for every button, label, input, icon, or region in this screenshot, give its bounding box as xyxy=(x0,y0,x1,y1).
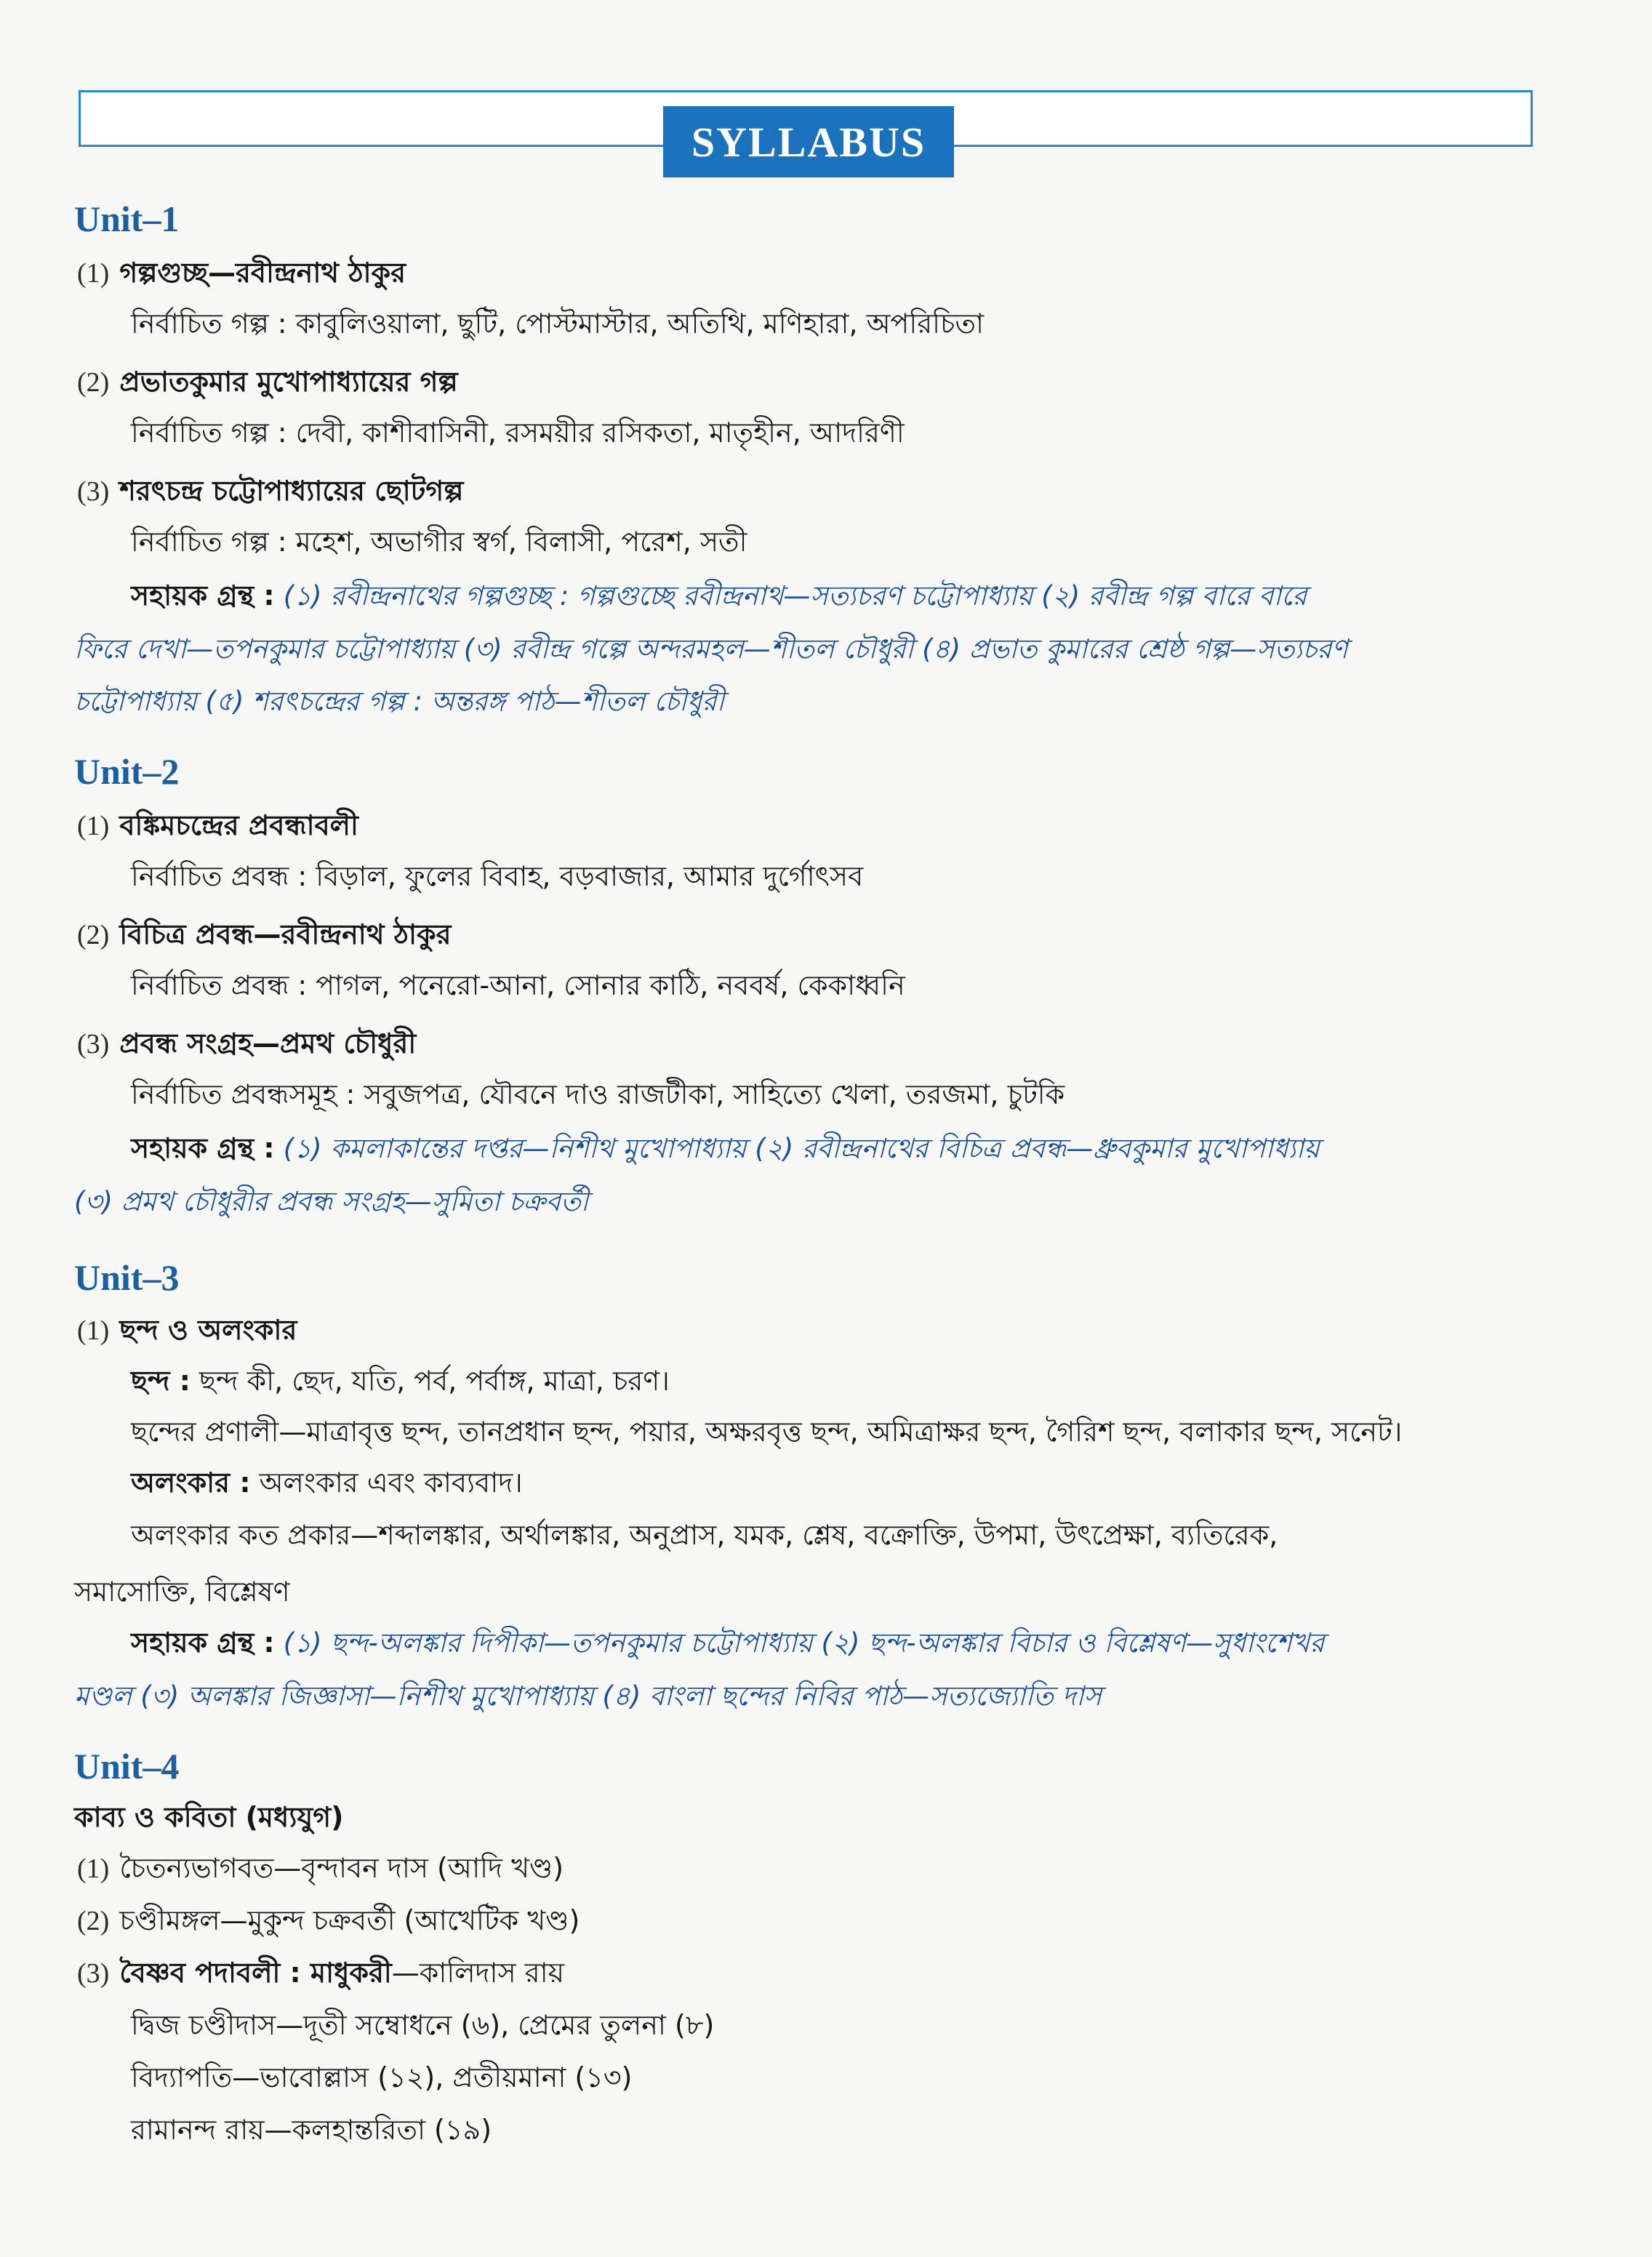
item-text: চণ্ডীমঙ্গল—মুকুন্দ চক্রবর্তী (আখেটিক খণ্ড) xyxy=(119,1904,580,1936)
chhanda-text: ছন্দ কী, ছেদ, যতি, পর্ব, পর্বাঙ্গ, মাত্রা, চরণ। xyxy=(199,1365,670,1397)
pada-line: দ্বিজ চণ্ডীদাস—দূতী সম্বোধনে (৬), প্রেমের তুলনা (৮) xyxy=(131,2009,715,2041)
unit-3-heading: Unit–3 xyxy=(74,1257,180,1298)
reference-label: সহায়ক গ্রন্থ : xyxy=(131,1132,275,1164)
reference-line: চট্টোপাধ্যায় (৫) শরৎচন্দ্রের গল্প : অন্তরঙ্গ পাঠ—শীতল চৌধুরী xyxy=(74,686,725,717)
unit-1-item-2 xyxy=(77,365,458,399)
item-number: (3) xyxy=(77,476,110,507)
unit-1-item-1 xyxy=(77,256,406,290)
reference-line: (৩) প্রমথ চৌধুরীর প্রবন্ধ সংগ্রহ—সুমিতা চক্রবর্তী xyxy=(74,1186,589,1217)
alankar-line xyxy=(131,1466,523,1499)
item-text: —কালিদাস রায় xyxy=(391,1957,565,1989)
unit-1-item-2-detail: নির্বাচিত গল্প : দেবী, কাশীবাসিনী, রসময়ীর রসিকতা, মাতৃহীন, আদরিণী xyxy=(131,417,905,449)
reference-line: ফিরে দেখা—তপনকুমার চট্টোপাধ্যায় (৩) রবীন্দ্র গল্পে অন্দরমহল—শীতল চৌধুরী (৪) প্রভাত কুমারের শ্রেষ্ঠ গল্প—সত্যচরণ xyxy=(74,633,1348,665)
unit-4-heading: Unit–4 xyxy=(74,1746,180,1787)
item-number: (2) xyxy=(77,920,110,950)
unit-1-item-1-detail: নির্বাচিত গল্প : কাবুলিওয়ালা, ছুটি, পোস্টমাস্টার, অতিথি, মণিহারা, অপরিচিতা xyxy=(131,308,985,340)
unit-2-item-3-detail: নির্বাচিত প্রবন্ধসমূহ : সবুজপত্র, যৌবনে দাও রাজটীকা, সাহিত্যে খেলা, তরজমা, চুটকি xyxy=(131,1078,1065,1110)
alankar-text: অলংকার এবং কাব্যবাদ। xyxy=(259,1467,523,1499)
item-title: শরৎচন্দ্র চট্টোপাধ্যায়ের ছোটগল্প xyxy=(119,475,464,507)
item-title: বৈষ্ণব পদাবলী : মাধুকরী xyxy=(119,1957,392,1989)
unit-4-item-3 xyxy=(77,1956,564,1990)
item-title: বিচিত্র প্রবন্ধ—রবীন্দ্রনাথ ঠাকুর xyxy=(119,918,452,950)
reference-line: (১) রবীন্দ্রনাথের গল্পগুচ্ছ : গল্পগুচ্ছে রবীন্দ্রনাথ—সত্যচরণ চট্টোপাধ্যায় (২) রবীন্দ্র গল্প বারে বারে xyxy=(283,580,1307,612)
item-number: (2) xyxy=(77,1906,110,1936)
unit-1-item-3 xyxy=(77,474,463,508)
item-title: বঙ্কিমচন্দ্রের প্রবন্ধাবলী xyxy=(119,809,358,841)
unit-1-heading: Unit–1 xyxy=(74,199,180,239)
unit-4-item-2 xyxy=(77,1904,580,1938)
unit-4-subtitle: কাব্য ও কবিতা (মধ্যযুগ) xyxy=(74,1801,344,1833)
item-number: (3) xyxy=(77,1958,110,1989)
unit-4-item-1 xyxy=(77,1851,564,1885)
alankar-label: অলংকার : xyxy=(131,1467,251,1499)
unit-2-item-1-detail: নির্বাচিত প্রবন্ধ : বিড়াল, ফুলের বিবাহ, বড়বাজার, আমার দুর্গোৎসব xyxy=(131,860,864,892)
item-number: (1) xyxy=(77,1315,110,1346)
reference-label: সহায়ক গ্রন্থ : xyxy=(131,580,275,612)
reference-line: মণ্ডল (৩) অলঙ্কার জিজ্ঞাসা—নিশীথ মুখোপাধ্যায় (৪) বাংলা ছন্দের নিবির পাঠ—সত্যজ্যোতি দাস xyxy=(74,1680,1102,1712)
item-number: (1) xyxy=(77,1853,110,1884)
item-number: (1) xyxy=(77,811,110,841)
unit-2-item-3 xyxy=(77,1027,416,1061)
unit-2-heading: Unit–2 xyxy=(74,751,180,792)
item-title: প্রবন্ধ সংগ্রহ—প্রমথ চৌধুরী xyxy=(119,1027,417,1059)
alankar-prakar-cont: সমাসোক্তি, বিশ্লেষণ xyxy=(74,1576,290,1608)
item-number: (3) xyxy=(77,1029,110,1059)
item-title: প্রভাতকুমার মুখোপাধ্যায়ের গল্প xyxy=(119,366,458,398)
unit-2-item-1 xyxy=(77,809,358,843)
page-title: SYLLABUS xyxy=(663,106,954,177)
chhanda-label: ছন্দ : xyxy=(131,1365,191,1397)
item-title: ছন্দ ও অলংকার xyxy=(119,1314,297,1346)
item-number: (1) xyxy=(77,258,110,289)
pada-line: বিদ্যাপতি—ভাবোল্লাস (১২), প্রতীয়মানা (১৩) xyxy=(131,2061,633,2093)
unit-3-item-1 xyxy=(77,1313,297,1347)
unit-2-references xyxy=(131,1131,1320,1166)
item-title: গল্পগুচ্ছ—রবীন্দ্রনাথ ঠাকুর xyxy=(119,257,406,289)
item-text: চৈতন্যভাগবত—বৃন্দাবন দাস (আদি খণ্ড) xyxy=(119,1852,564,1884)
unit-1-references xyxy=(131,579,1307,613)
unit-2-item-2 xyxy=(77,918,451,952)
item-number: (2) xyxy=(77,367,110,398)
chhanda-pranali: ছন্দের প্রণালী—মাত্রাবৃত্ত ছন্দ, তানপ্রধান ছন্দ, পয়ার, অক্ষরবৃত্ত ছন্দ, অমিত্রাক্ষর ছন্দ, গৈরিশ ছন্দ, বলাকার ছন্দ, সনেট। xyxy=(131,1416,1403,1448)
unit-2-item-2-detail: নির্বাচিত প্রবন্ধ : পাগল, পনেরো-আনা, সোনার কাঠি, নববর্ষ, কেকাধ্বনি xyxy=(131,969,905,1001)
reference-line: (১) কমলাকান্তের দপ্তর—নিশীথ মুখোপাধ্যায় (২) রবীন্দ্রনাথের বিচিত্র প্রবন্ধ—ধ্রুবকুমার মুখোপাধ্যায় xyxy=(283,1133,1320,1164)
unit-1-item-3-detail: নির্বাচিত গল্প : মহেশ, অভাগীর স্বর্গ, বিলাসী, পরেশ, সতী xyxy=(131,526,747,558)
unit-3-references xyxy=(131,1626,1324,1660)
alankar-prakar: অলংকার কত প্রকার—শব্দালঙ্কার, অর্থালঙ্কার, অনুপ্রাস, যমক, শ্লেষ, বক্রোক্তি, উপমা, উৎপ্রেক্ষা, ব্যতিরেক, xyxy=(131,1519,1278,1551)
reference-line: (১) ছন্দ-অলঙ্কার দিপীকা—তপনকুমার চট্টোপাধ্যায় (২) ছন্দ-অলঙ্কার বিচার ও বিশ্লেষণ—সুধাংশেখর xyxy=(283,1627,1325,1659)
chhanda-line xyxy=(131,1364,670,1398)
reference-label: সহায়ক গ্রন্থ : xyxy=(131,1627,275,1659)
pada-line: রামানন্দ রায়—কলহান্তরিতা (১৯) xyxy=(131,2114,492,2146)
